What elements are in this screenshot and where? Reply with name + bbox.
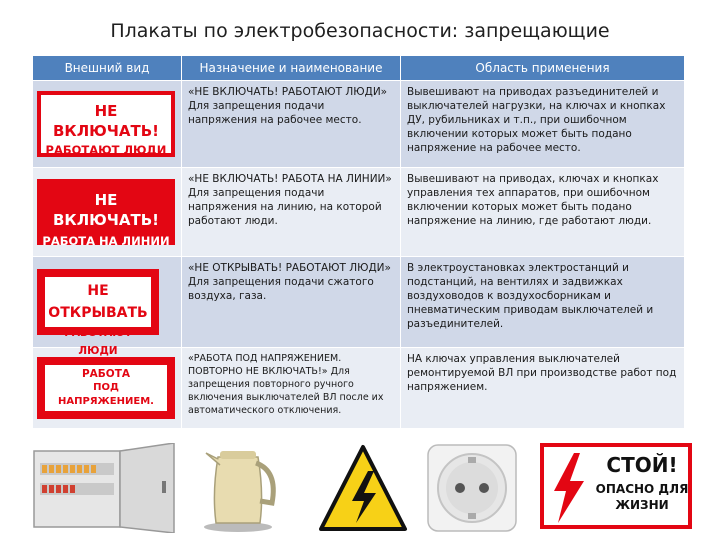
purpose-cell: «НЕ ВКЛЮЧАТЬ! РАБОТА НА ЛИНИИ» Для запрещения подачи напряжения на линию, на которой работают люди. [182, 168, 400, 256]
sign-cell [33, 168, 181, 256]
sign-line-1: НЕ ОТКРЫВАТЬ [48, 283, 148, 321]
sign-do-not-open-people-working [37, 269, 159, 357]
purpose-cell: «РАБОТА ПОД НАПРЯЖЕНИЕМ. ПОВТОРНО НЕ ВКЛЮЧАТЬ!» Для запрещения повторного ручного включения выключателей ВЛ после их автоматического отключения. [182, 348, 400, 428]
column-header-scope: Область применения [401, 56, 684, 80]
stop-sign-line-2: ОПАСНО ДЛЯ [595, 482, 689, 496]
purpose-cell: «НЕ ВКЛЮЧАТЬ! РАБОТАЮТ ЛЮДИ» Для запрещения подачи напряжения на рабочее место. [182, 81, 400, 167]
electric-kettle-icon [198, 443, 288, 533]
sign-do-not-switch-on-line-work [37, 179, 175, 248]
table-row [33, 257, 684, 347]
power-socket-icon [424, 443, 520, 533]
page-title: Плакаты по электробезопасности: запрещающие [110, 20, 610, 42]
sign-line-2: РАБОТАЮТ ЛЮДИ [64, 327, 132, 357]
sign-line-2: РАБОТА НА ЛИНИИ [42, 234, 170, 248]
sign-line-1: РАБОТА [81, 368, 131, 380]
purpose-cell: «НЕ ОТКРЫВАТЬ! РАБОТАЮТ ЛЮДИ» Для запрещения подачи сжатого воздуха, газа. [182, 257, 400, 347]
column-header-purpose: Назначение и наименование [182, 56, 400, 80]
table-row [33, 81, 684, 167]
sign-line-3: ПОВТОРНО НЕ ВКЛЮЧАТЬ! [47, 410, 165, 419]
sign-do-not-switch-on-people-working [37, 91, 175, 157]
sign-line-1: НЕ ВКЛЮЧАТЬ! [53, 191, 159, 229]
sign-cell [33, 348, 181, 428]
high-voltage-warning-icon [318, 443, 408, 533]
scope-cell: В электроустановках электростанций и подстанций, на вентилях и задвижках воздуховодов к воздухосборникам и пневматическим приводам выключателей и разъединителей. [401, 257, 684, 347]
sign-live-work-do-not-reclose [37, 357, 175, 419]
table-header-row [33, 56, 684, 80]
scope-cell: Вывешивают на приводах, ключах и кнопках управления тех аппаратов, при ошибочном включении которых может быть подано напряжение на линию, где работают люди. [401, 168, 684, 256]
lightning-arrow-icon [548, 453, 590, 523]
scope-cell: Вывешивают на приводах разъединителей и выключателей нагрузки, на ключах и кнопках ДУ, рубильниках и т.п., при ошибочном включении которых может быть подано напряжение на рабочее место. [401, 81, 684, 167]
table-row [33, 348, 684, 428]
posters-table [32, 55, 685, 429]
sign-line-2: ПОД НАПРЯЖЕНИЕМ. [58, 382, 154, 407]
electrical-panel-icon [28, 443, 178, 533]
stop-sign-icon [540, 443, 700, 533]
stop-sign-line-1: СТОЙ! [606, 453, 678, 477]
scope-cell: НА ключах управления выключателей ремонтируемой ВЛ при производстве работ под напряжением. [401, 348, 684, 428]
table-row [33, 168, 684, 256]
sign-cell [33, 81, 181, 167]
sign-cell [33, 257, 181, 357]
sign-line-1: НЕ ВКЛЮЧАТЬ! [53, 102, 159, 140]
stop-sign-line-3: ЖИЗНИ [615, 498, 669, 512]
sign-line-2: РАБОТАЮТ ЛЮДИ [45, 143, 167, 157]
column-header-appearance: Внешний вид [33, 56, 181, 80]
